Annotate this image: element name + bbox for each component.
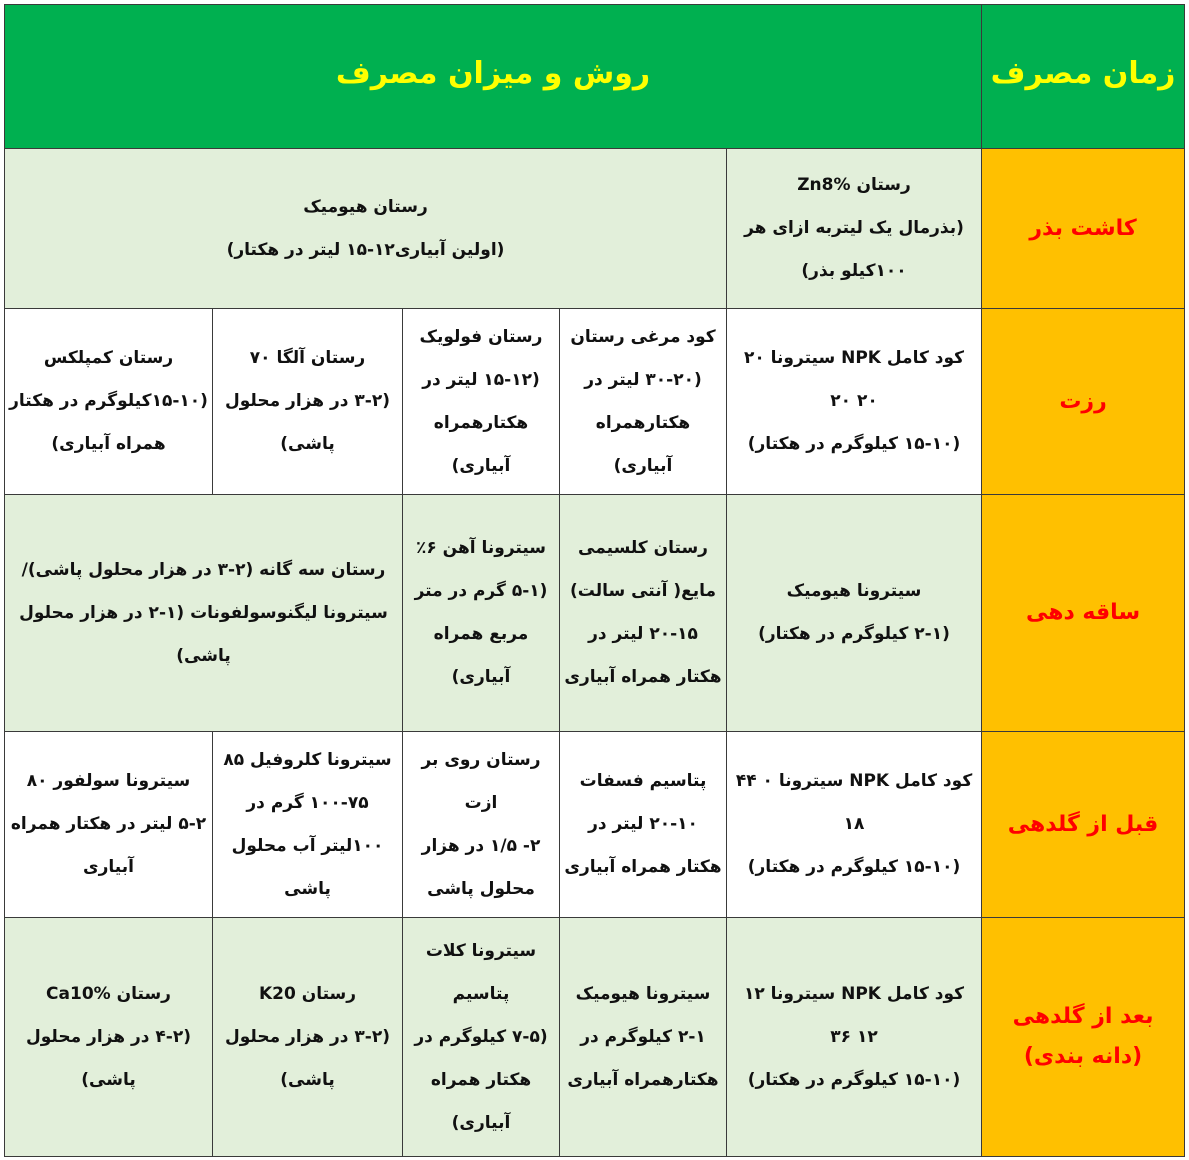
stage-cell	[982, 309, 1185, 495]
product-name: رستان کمپلکس	[43, 348, 174, 368]
product-dosage: هکتارهمراه آبیاری)	[595, 412, 691, 476]
product-name: کود کامل NPK سیترونا ۲۰	[743, 348, 965, 368]
table-row	[5, 309, 1185, 495]
product-dosage: آبیاری)	[451, 667, 511, 687]
table-row	[5, 495, 1185, 732]
product-dosage: هکتارهمراه	[433, 412, 529, 433]
product-dosage: پاشی	[284, 878, 331, 899]
product-dosage: همراه آبیاری)	[51, 434, 166, 454]
product-cell	[5, 495, 403, 732]
stage-cell	[982, 918, 1185, 1157]
product-cell	[727, 149, 982, 309]
product-cell	[5, 918, 213, 1157]
product-cell	[727, 732, 982, 918]
product-name: سیترونا لیگنوسولفونات (۱-۲ در هزار محلول	[19, 602, 388, 623]
product-dosage: پاشی)	[280, 1069, 335, 1090]
product-name: سیترونا هیومیک	[575, 983, 711, 1004]
product-dosage: (۲-۱ کیلوگرم در هکتار)	[758, 624, 950, 644]
product-dosage: (۱۵-۱۰کیلوگرم در هکتار	[9, 391, 208, 411]
product-dosage: ۲- ۱/۵ در هزار	[421, 835, 541, 856]
product-name: رستان کلسیمی	[578, 538, 708, 558]
product-cell	[560, 309, 727, 495]
product-dosage: آبیاری	[83, 857, 134, 877]
product-dosage: ۵-۲ لیتر در هکتار همراه	[10, 814, 207, 834]
product-dosage: پاشی)	[280, 434, 335, 454]
product-cell	[560, 495, 727, 732]
product-cell	[403, 495, 560, 732]
stage-label: رزت	[1059, 388, 1107, 414]
stage-cell	[982, 732, 1185, 918]
product-dosage: ۲۰-۱۵ لیتر در	[588, 624, 698, 644]
product-cell	[213, 732, 403, 918]
product-cell	[727, 309, 982, 495]
stage-cell	[982, 149, 1185, 309]
method-header-cell	[5, 5, 982, 149]
product-dosage: آبیاری)	[451, 455, 511, 476]
product-dosage: ۱۸	[843, 814, 865, 834]
product-dosage: (۱۵-۱۰ کیلوگرم در هکتار)	[747, 434, 961, 454]
product-dosage: (۱۵-۱۲ لیتر در	[422, 369, 540, 390]
table-row	[5, 732, 1185, 918]
product-dosage: محلول پاشی	[427, 878, 535, 899]
time-title: زمان مصرف	[990, 55, 1176, 91]
product-cell	[5, 149, 727, 309]
product-cell	[213, 918, 403, 1157]
stage-sublabel: (دانه بندی)	[1023, 1044, 1143, 1069]
product-name: رستان فولویک	[419, 326, 543, 347]
product-cell	[560, 918, 727, 1157]
product-name: کود کامل NPK سیترونا ۰ ۴۴	[735, 771, 973, 791]
product-name: سیترونا هیومیک	[786, 581, 922, 601]
product-name: پتاسیم	[452, 983, 510, 1004]
product-dosage: (بذرمال یک لیتربه ازای هر	[744, 218, 964, 238]
product-dosage: آبیاری)	[451, 1112, 511, 1133]
usage-table	[4, 4, 1185, 1157]
stage-cell	[982, 495, 1185, 732]
product-name: کود مرغی رستان	[570, 326, 716, 347]
product-dosage: مربع همراه	[433, 624, 529, 644]
product-cell	[727, 495, 982, 732]
product-cell	[403, 309, 560, 495]
table-row	[5, 918, 1185, 1157]
product-dosage: پاشی)	[176, 645, 231, 666]
product-name: رستان آلگا ۷۰	[249, 348, 366, 368]
product-dosage: ۲۰-۱۰ لیتر در	[588, 814, 698, 834]
product-dosage: هکتارهمراه آبیاری	[567, 1069, 719, 1090]
method-title: روش و میزان مصرف	[335, 55, 651, 91]
product-dosage: (۵-۱ گرم در متر	[414, 581, 548, 601]
table-row	[5, 149, 1185, 309]
product-cell	[5, 309, 213, 495]
product-name: رستان هیومیک	[303, 196, 428, 217]
product-name: مایع( آنتی سالت)	[569, 581, 717, 601]
product-cell	[5, 732, 213, 918]
product-dosage: (۱۵-۱۰ کیلوگرم در هکتار)	[747, 857, 961, 877]
product-dosage: هکتار همراه	[430, 1069, 532, 1090]
product-dosage: هکتار همراه آبیاری	[564, 667, 722, 687]
header-row	[5, 5, 1185, 149]
product-name: رستان Ca10%	[46, 983, 171, 1004]
product-cell	[403, 918, 560, 1157]
product-cell	[727, 918, 982, 1157]
product-dosage: ۲-۱ کیلوگرم در	[580, 1026, 706, 1047]
product-name: رستان Zn8%	[797, 175, 911, 195]
product-name: پتاسیم فسفات	[579, 771, 707, 791]
stage-label: ساقه دهی	[1025, 600, 1141, 625]
product-name: سیترونا کلات	[425, 940, 537, 961]
product-cell	[560, 732, 727, 918]
product-dosage: (اولین آبیاری۱۲-۱۵ لیتر در هکتار)	[226, 239, 505, 260]
product-dosage: ۲۰ ۲۰	[830, 391, 878, 411]
product-dosage: (۳-۲ در هزار محلول	[225, 391, 390, 411]
product-name: کود کامل NPK سیترونا ۱۲	[743, 983, 965, 1004]
product-dosage: هکتار همراه آبیاری	[564, 857, 722, 877]
product-dosage: ۱۲ ۳۶	[830, 1026, 878, 1047]
stage-label: کاشت بذر	[1029, 215, 1137, 241]
product-dosage: ۱۰۰-۷۵ گرم در	[246, 792, 369, 813]
product-cell	[403, 732, 560, 918]
product-cell	[213, 309, 403, 495]
product-dosage: ۱۰۰لیتر آب محلول	[231, 835, 384, 856]
product-name: رستان K20	[258, 983, 357, 1004]
product-dosage: (۱۵-۱۰ کیلوگرم در هکتار)	[747, 1069, 961, 1090]
product-name: رستان روی بر ازت	[421, 749, 541, 813]
usage-table-container	[4, 4, 1184, 1156]
product-dosage: (۳-۲ در هزار محلول	[225, 1026, 390, 1047]
stage-label: بعد از گلدهی	[1012, 1004, 1154, 1029]
product-dosage: (۷-۵ کیلوگرم در	[414, 1026, 548, 1047]
product-dosage: ۱۰۰کیلو بذر)	[801, 261, 907, 281]
product-name: سیترونا سولفور ۸۰	[26, 771, 191, 791]
product-dosage: پاشی)	[81, 1069, 136, 1090]
time-header-cell	[982, 5, 1185, 149]
product-dosage: (۳۰-۲۰ لیتر در	[584, 369, 702, 390]
product-name: سیترونا کلروفیل ۸۵	[223, 749, 392, 770]
product-dosage: (۴-۲ در هزار محلول	[26, 1026, 191, 1047]
stage-label: قبل از گلدهی	[1007, 811, 1159, 837]
product-name: رستان سه گانه (۲-۳ در هزار محلول پاشی)/	[21, 559, 386, 580]
product-name: سیترونا آهن ۶٪	[415, 538, 547, 558]
